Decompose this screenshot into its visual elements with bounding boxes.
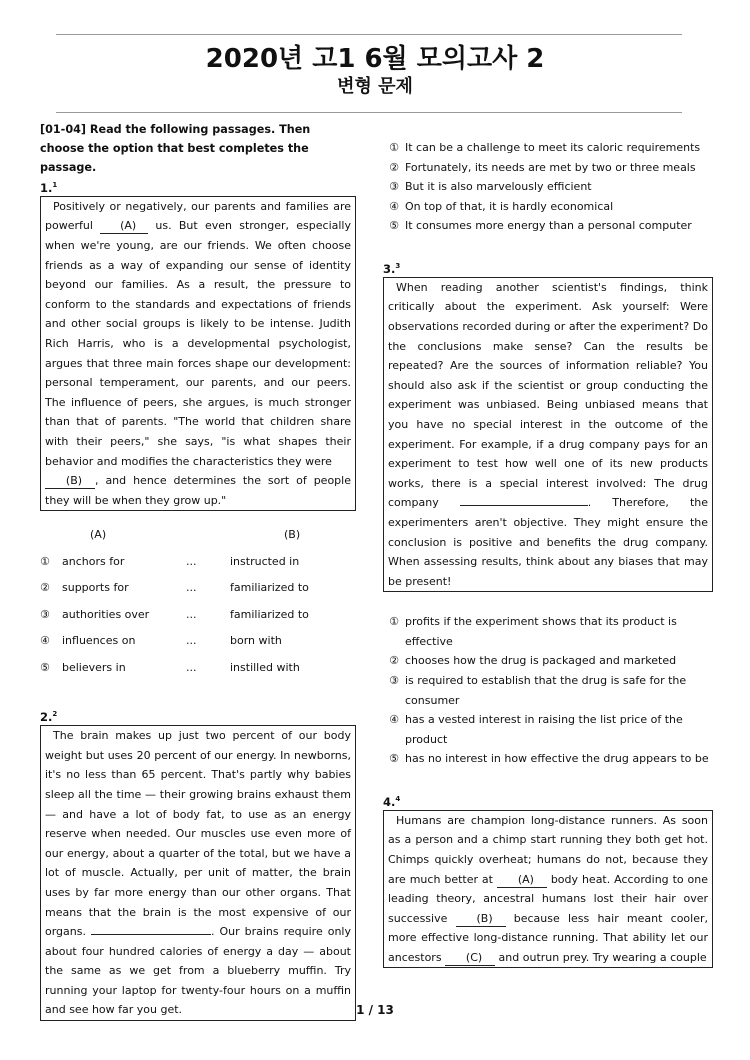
option-number: ④ — [389, 713, 399, 727]
question-2-options — [383, 138, 713, 236]
option-5[interactable] — [383, 216, 713, 236]
option-5[interactable] — [40, 654, 356, 681]
option-number: ① — [40, 554, 50, 568]
passage-text: When reading another scientist's findings, think critically about the experiment. Ask yourself: Were observations recorded during or after the experiment? Do the conclusions make sense? Can the results be repeated? Are the sources of information reliable? You should also ask if the scientist or group conducting the experiment was unbiased. Being unbiased means that you have no special interest in the outcome of the experiment. For example, if a drug company pays for an experiment to test how well one of its new products works, there is a special interest involved: The drug company — [388, 280, 708, 510]
options-header-a: (A) — [90, 528, 107, 542]
question-3-options — [383, 612, 713, 769]
option-number: ⑤ — [389, 752, 399, 766]
option-5[interactable] — [383, 749, 713, 769]
option-number: ③ — [40, 607, 50, 621]
passage-text: , and hence determines the sort of people they will be when they grow up." — [45, 474, 351, 507]
option-a-text: supports for — [62, 581, 129, 595]
page-number: 1 / 13 — [356, 1003, 394, 1017]
option-number: ② — [40, 581, 50, 595]
top-rule — [56, 34, 682, 35]
passage-text: The brain makes up just two percent of our body weight but uses 20 percent of our energy. In newborns, it's no less than 65 percent. That's partly why babies sleep all the time — their growing brains exhaust them — and have a lot of body fat, to use as an energy reserve when needed. Our muscles use even more of our energy, about a quarter of the total, but we have a lot of muscle. Actually, per unit of matter, the brain uses by far more energy than our other organs. That means that the brain is the most expensive of our organs. — [45, 729, 351, 939]
question-1-options — [40, 521, 356, 680]
passage-text: us. But even stronger, especially when we're young, are our friends. We often choose friends as a way of expanding our sense of identity beyond our families. As a result, the pressure to conform to the standards and expectations of friends and other social groups is likely to be intense. Judith Rich Harris, who is a developmental psychologist, argues that three main forces shape our development: personal temperament, our parents, and our peers. The influence of peers, she argues, is much stronger than that of parents. "The world that children share with their peers," she says, "is what shapes their behavior and modifies the characteristics they were — [45, 219, 351, 468]
option-number: ④ — [389, 199, 399, 213]
option-4[interactable] — [40, 627, 356, 654]
options-header-b: (B) — [284, 528, 301, 542]
question-1-footnote: 1 — [52, 181, 58, 189]
option-number: ② — [389, 654, 399, 668]
option-a-text: believers in — [62, 660, 126, 674]
option-text: It can be a challenge to meet its caloric requirements — [405, 141, 701, 154]
option-4[interactable] — [383, 710, 713, 749]
blank-c: (C) — [445, 951, 495, 966]
question-4-number — [383, 791, 713, 810]
option-text: Fortunately, its needs are met by two or three meals — [405, 160, 696, 174]
options-header — [40, 521, 356, 548]
option-text: is required to establish that the drug is safe for the consumer — [405, 674, 687, 707]
blank — [91, 934, 211, 935]
option-2[interactable] — [383, 158, 713, 178]
option-text: profits if the experiment shows that its product is effective — [405, 615, 677, 648]
blank-b: (B) — [45, 474, 95, 489]
option-number: ③ — [389, 674, 399, 688]
question-1-label: 1. — [40, 180, 53, 195]
question-2-passage — [40, 725, 356, 1021]
option-4[interactable] — [383, 197, 713, 217]
option-separator: ... — [186, 660, 197, 674]
blank-a: (A) — [497, 873, 547, 888]
option-1[interactable] — [40, 548, 356, 575]
question-4-passage — [383, 810, 713, 968]
option-separator: ... — [186, 554, 197, 568]
passage-text: Positively or negatively, our parents and families are powerful — [45, 199, 351, 233]
option-text: chooses how the drug is packaged and marketed — [405, 654, 677, 668]
passage-text: because less hair meant cooler, more effective long-distance running. That ability let our ancestors — [388, 911, 708, 965]
option-text: It consumes more energy than a personal computer — [405, 219, 692, 233]
question-4-label: 4. — [383, 794, 396, 809]
option-b-text: familiarized to — [230, 607, 309, 621]
instructions: [01-04] Read the following passages. Then choose the option that best completes the passage. — [40, 123, 311, 174]
option-a-text: influences on — [62, 634, 136, 648]
question-3-number — [383, 258, 713, 277]
option-number: ④ — [40, 634, 50, 648]
option-text: has a vested interest in raising the list price of the product — [405, 713, 683, 746]
blank — [460, 505, 588, 506]
option-3[interactable] — [383, 671, 713, 710]
question-2-footnote: 2 — [52, 710, 58, 719]
question-3-footnote: 3 — [395, 261, 401, 270]
option-1[interactable] — [383, 612, 713, 651]
option-text: But it is also marvelously efficient — [405, 180, 592, 194]
left-column — [40, 120, 356, 1021]
header-bottom-rule — [56, 112, 682, 113]
question-3-passage — [383, 277, 713, 593]
option-3[interactable] — [383, 177, 713, 197]
right-column — [383, 138, 713, 968]
question-1-number — [40, 177, 356, 196]
option-b-text: born with — [230, 634, 282, 648]
page-subtitle: 변형 문제 — [337, 76, 413, 97]
option-separator: ... — [186, 607, 197, 621]
option-separator: ... — [186, 634, 197, 648]
option-number: ⑤ — [389, 219, 399, 233]
option-separator: ... — [186, 581, 197, 595]
question-1-passage — [40, 196, 356, 512]
option-b-text: instilled with — [230, 660, 300, 674]
question-4-footnote: 4 — [395, 795, 401, 804]
passage-text: . Our brains require only about four hundred calories of energy a day — about the same as we get from a blueberry muffin. Try running your laptop for twenty-four hours on a muffin and see how far you get. — [45, 925, 351, 1017]
passage-text: and outrun prey. Try wearing a couple — [495, 951, 707, 965]
passage-text: . Therefore, the experimenters aren't objective. They might ensure the conclusion is positive and benefits the drug company. When assessing results, think about any biases that may be present! — [388, 496, 708, 588]
passage-text: body heat. According to one leading theory, ancestral humans lost their hair over successive — [388, 872, 709, 925]
option-text: On top of that, it is hardly economical — [405, 199, 614, 213]
option-a-text: anchors for — [62, 554, 125, 568]
passage-text: Humans are champion long-distance runners. As soon as a person and a chimp start running they both get hot. Chimps quickly overheat; humans do not, because they are much better at — [388, 813, 708, 886]
option-text: has no interest in how effective the drug appears to be — [405, 752, 709, 766]
option-number: ③ — [389, 180, 399, 194]
option-number: ① — [389, 615, 399, 629]
option-b-text: familiarized to — [230, 581, 309, 595]
blank-b: (B) — [456, 912, 506, 927]
question-3-label: 3. — [383, 261, 396, 276]
option-1[interactable] — [383, 138, 713, 158]
option-number: ① — [389, 141, 399, 154]
option-2[interactable] — [40, 574, 356, 601]
option-3[interactable] — [40, 601, 356, 628]
question-2-number — [40, 706, 356, 725]
option-number: ② — [389, 160, 399, 174]
option-a-text: authorities over — [62, 607, 150, 621]
option-number: ⑤ — [40, 660, 50, 674]
option-2[interactable] — [383, 651, 713, 671]
page-title: 2020년 고1 6월 모의고사 2 — [205, 44, 545, 74]
option-b-text: instructed in — [230, 554, 300, 568]
blank-a: (A) — [100, 219, 148, 234]
question-2-label: 2. — [40, 710, 53, 725]
